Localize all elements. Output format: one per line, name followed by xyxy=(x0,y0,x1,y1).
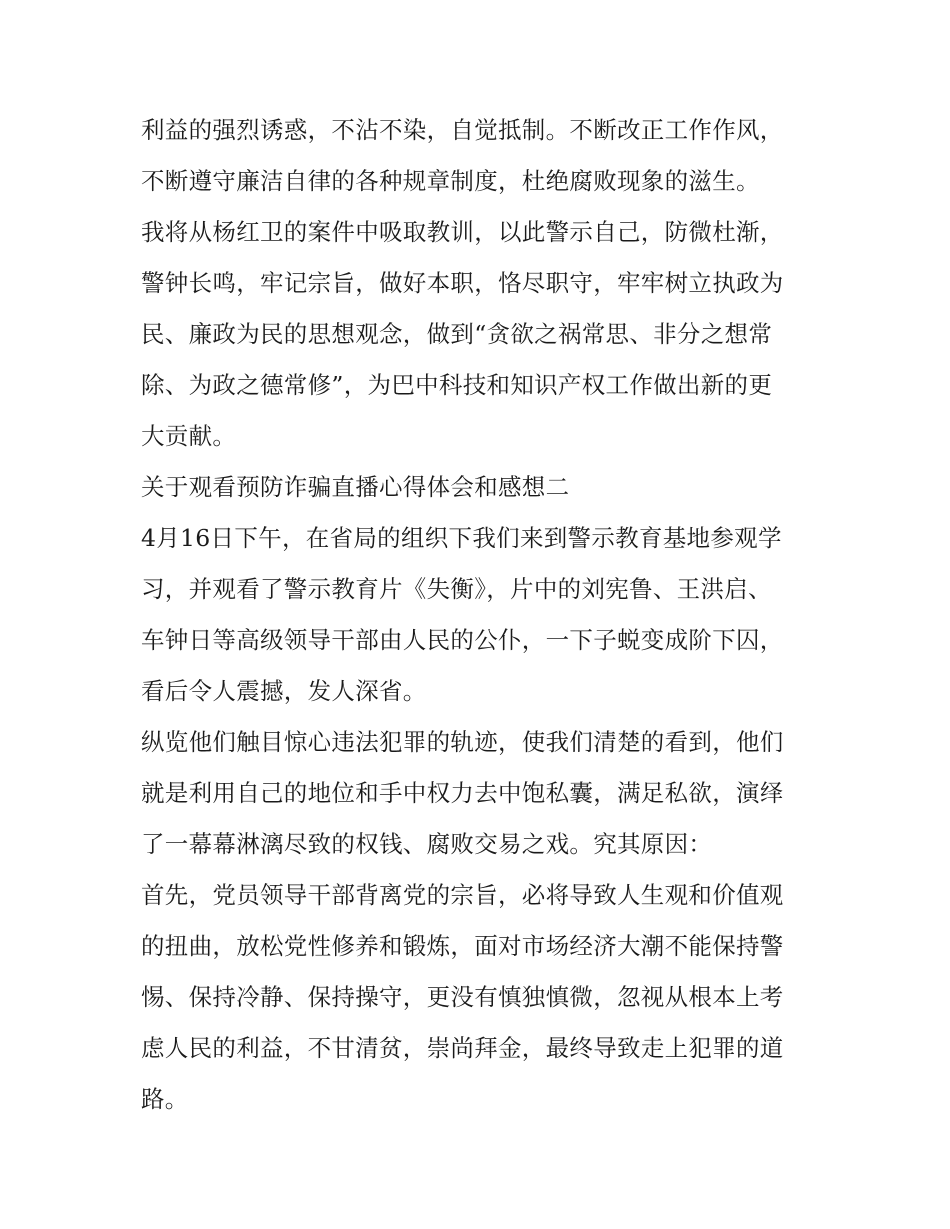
text-line: 路。 xyxy=(141,1085,189,1113)
text-line: 大贡献。 xyxy=(141,422,237,450)
text-line: 了一幕幕淋漓尽致的权钱、腐败交易之戏。究其原因： xyxy=(141,830,713,858)
text-line: 民、廉政为民的思想观念，做到“贪欲之祸常思、非分之想常 xyxy=(141,320,773,348)
text-line: 虑人民的利益，不甘清贫，崇尚拜金，最终导致走上犯罪的道 xyxy=(141,1034,784,1062)
text-line: 看后令人震撼，发人深省。 xyxy=(141,677,427,705)
text-line: 纵览他们触目惊心违法犯罪的轨迹，使我们清楚的看到，他们 xyxy=(141,728,784,756)
section-heading: 关于观看预防诈骗直播心得体会和感想二 xyxy=(141,473,570,501)
text-line: 习，并观看了警示教育片《失衡》，片中的刘宪鲁、王洪启、 xyxy=(141,575,772,603)
text-line: 惕、保持冷静、保持操守，更没有慎独慎微，忽视从根本上考 xyxy=(141,983,784,1011)
text-line: 利益的强烈诱惑，不沾不染，自觉抵制。不断改正工作作风， xyxy=(141,116,784,144)
text-line: 除、为政之德常修”，为巴中科技和知识产权工作做出新的更 xyxy=(141,371,773,399)
document-body xyxy=(141,105,821,1125)
text-line: 的扭曲，放松党性修养和锻炼，面对市场经济大潮不能保持警 xyxy=(141,932,784,960)
text-line: 车钟日等高级领导干部由人民的公仆，一下子蜕变成阶下囚， xyxy=(141,626,784,654)
text-line: 4月16日下午，在省局的组织下我们来到警示教育基地参观学 xyxy=(141,524,782,552)
text-line: 不断遵守廉洁自律的各种规章制度，杜绝腐败现象的滋生。 xyxy=(141,167,760,195)
text-line: 就是利用自己的地位和手中权力去中饱私囊，满足私欲，演绎 xyxy=(141,779,784,807)
text-line: 警钟长鸣，牢记宗旨，做好本职，恪尽职守，牢牢树立执政为 xyxy=(141,269,784,297)
text-line: 我将从杨红卫的案件中吸取教训，以此警示自己，防微杜渐， xyxy=(141,218,784,246)
text-line: 首先，党员领导干部背离党的宗旨，必将导致人生观和价值观 xyxy=(141,881,784,909)
